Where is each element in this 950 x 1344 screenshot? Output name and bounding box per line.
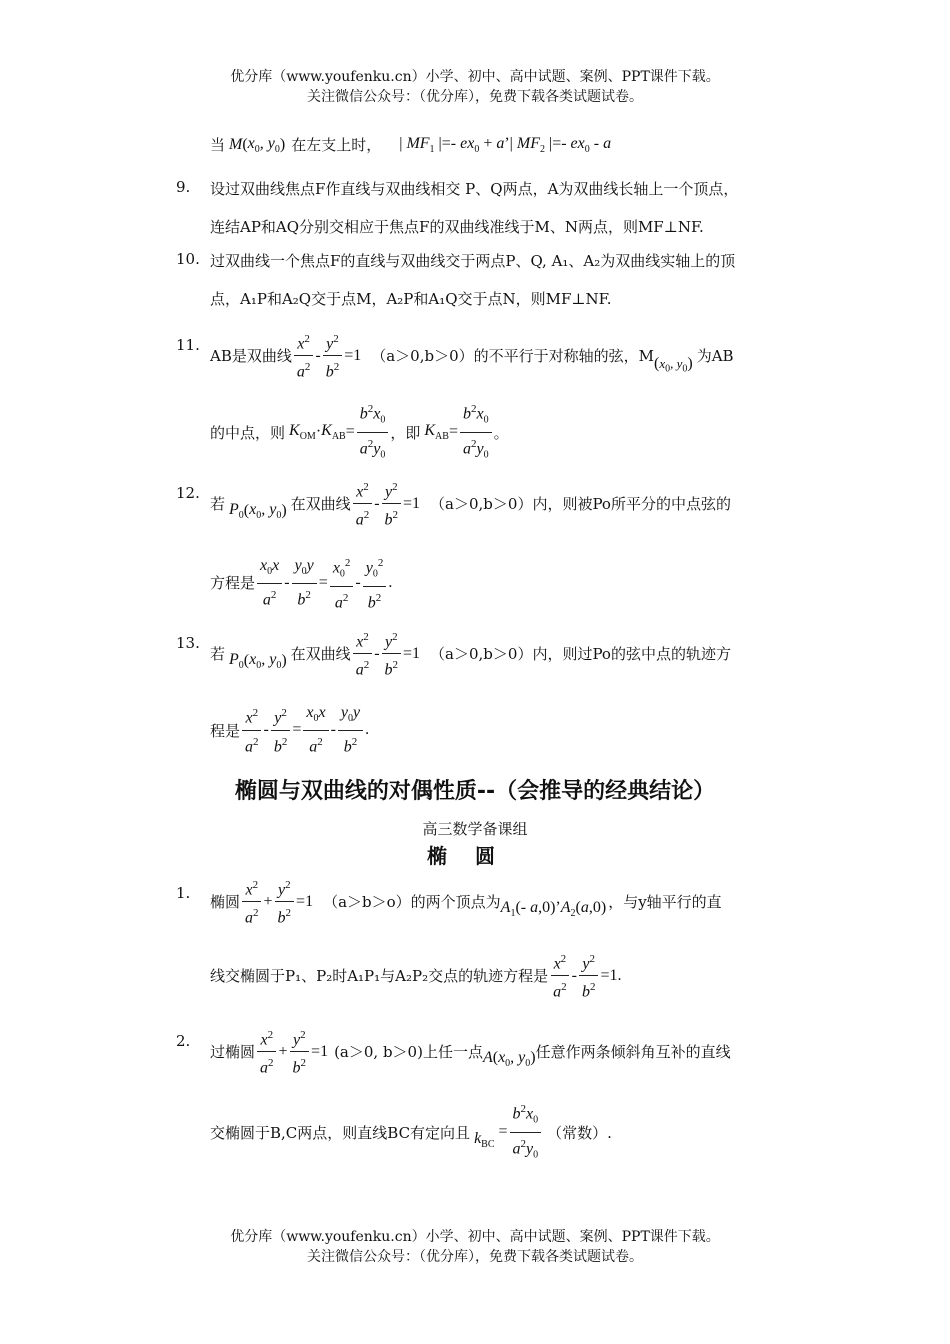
ellipse-1-text-1: 椭圆 xyxy=(210,893,241,912)
item-10-line-1: 过双曲线一个焦点F的直线与双曲线交于两点P、Q, A₁、A₂为双曲线实轴上的顶 xyxy=(210,252,736,270)
item-11-text-3: 为AB xyxy=(696,347,734,366)
formula-y2-b2: $\frac{y^2}{b^2}$ xyxy=(382,628,402,680)
formula-p0: $P_0$ xyxy=(229,650,244,671)
item-11-number: 11. xyxy=(176,336,200,354)
formula-x0x-a2: $\frac{x_0x}{a^2}$ xyxy=(257,557,282,610)
item-13-line-2: 程是 $\frac{x^2}{a^2}$ - $\frac{y^2}{b^2}$ = $\frac{x_0x}{a^2}$ - $\frac{y_0y}{b^2}$ . xyxy=(210,704,370,756)
formula-y0y-b2: $\frac{y_0y}{b^2}$ xyxy=(338,704,363,757)
item-13-number: 13. xyxy=(176,634,200,652)
item-12-text-3: （a＞0,b＞0）内，则被Po所平分的中点弦的 xyxy=(430,495,731,514)
item-13-text-1: 若 xyxy=(210,645,226,664)
section-title: 椭圆与双曲线的对偶性质--（会推导的经典结论） xyxy=(234,779,716,804)
ellipse-2-text-4: 交椭圆于B,C两点，则直线BC有定向且 xyxy=(210,1123,471,1142)
item-9-line-2: 连结AP和AQ分别交相应于焦点F的双曲线准线于M、N两点，则MF⊥NF. xyxy=(210,218,704,236)
formula-x2-a2: $\frac{x^2}{a^2}$ xyxy=(257,1026,277,1078)
formula-b2x0-a2y0-2: $\frac{b^2x_0}{a^2y_0}$ xyxy=(460,400,492,464)
item-11-text-4: 的中点，则 xyxy=(210,423,286,442)
formula-point-A: $A(x_0$, $y_0$) xyxy=(482,1049,536,1070)
ellipse-2-text-5: （常数）. xyxy=(547,1123,612,1142)
formula-x2-a2: $\frac{x^2}{a^2}$ xyxy=(242,704,262,756)
formula-vertices: $A_1(-$ $a,0)’A_2(a,0)$ xyxy=(500,899,607,920)
item-13-text-3: （a＞0,b＞0）内，则过Po的弦中点的轨迹方 xyxy=(430,645,731,664)
formula-x02-a2: $\frac{x_0^2}{a^2}$ xyxy=(330,554,354,612)
formula-y0y-b2: $\frac{y_0y}{b^2}$ xyxy=(292,557,317,610)
item-13-text-4: 程是 xyxy=(210,721,241,740)
header-line-2: 关注微信公众号：（优分库），免费下载各类试题试卷。 xyxy=(307,89,643,105)
formula-y2-b2: $\frac{y^2}{b^2}$ xyxy=(579,950,599,1002)
formula-b2x0-a2y0: $\frac{b^2x_0}{a^2y_0}$ xyxy=(357,400,389,464)
item-10-number: 10. xyxy=(176,250,200,268)
item-13-line-1: 若 $P_0$ ( $x_0$, $y_0$ ) 在双曲线 $\frac{x^2}{a^2}$ - $\frac{y^2}{b^2}$ =1 （a＞0,b＞0）内，则过Po的弦中点的轨迹方 xyxy=(210,628,731,680)
header-line-1: 优分库（www.youfenku.cn）小学、初中、高中试题、案例、PPT课件下载。 xyxy=(230,69,720,85)
formula-x0x-a2: $\frac{x_0x}{a^2}$ xyxy=(303,704,328,757)
item-12-number: 12. xyxy=(176,484,200,502)
item-12-text-1: 若 xyxy=(210,495,226,514)
item-11-line-1: AB是双曲线 $\frac{x^2}{a^2}$ - $\frac{y^2}{b^2}$ =1 （a＞0,b＞0）的不平行于对称轴的弦，M ($x_0$, $y_0$) 为AB xyxy=(210,330,734,382)
item-9-line-1: 设过双曲线焦点F作直线与双曲线相交 P、Q两点，A为双曲线长轴上一个顶点， xyxy=(210,180,739,198)
formula-p0: $P_0$ xyxy=(229,500,244,521)
item-11-line-2: 的中点，则 $K_{OM}$ · $K_{AB}$ = $\frac{b^2x_0}{a^2y_0}$ ，即 $K_{AB}$ = $\frac{b^2x_0}{a^2y_0}$ 。 xyxy=(210,400,509,464)
formula-k-ab: $K_{AB}$ xyxy=(424,421,449,443)
item-8-line: 当 M ( $x_0$, $y_0$ ) 在左支上时， | $MF_1$ |=- $ex_0$ + a’| $MF_2$ |=- $ex_0$ - a xyxy=(210,134,612,156)
formula-x2-a2: $\frac{x^2}{a^2}$ xyxy=(353,478,373,530)
ellipse-1-text-2: （a＞b＞o）的两个顶点为 xyxy=(323,893,501,912)
formula-y02-b2: $\frac{y_0^2}{b^2}$ xyxy=(363,554,387,612)
formula-x2-a2: $\frac{x^2}{a^2}$ xyxy=(550,950,570,1002)
ellipse-1-text-3: ，与y轴平行的直 xyxy=(608,893,722,912)
formula-k-bc: $k_{BC}$ xyxy=(474,1129,495,1151)
ellipse-2-line-2: 交椭圆于B,C两点，则直线BC有定向且 $k_{BC}$ = $\frac{b^2x_0}{a^2y_0}$ （常数）. xyxy=(210,1100,612,1164)
ellipse-2-number: 2. xyxy=(176,1032,191,1050)
item-11-text-5: ，即 xyxy=(390,423,421,442)
item-11-text-1: AB是双曲线 xyxy=(210,347,292,366)
formula-y2-b2: $\frac{y^2}{b^2}$ xyxy=(290,1026,310,1078)
item-12-text-4: 方程是 xyxy=(210,574,256,593)
formula-x2-a2: $\frac{x^2}{a^2}$ xyxy=(353,628,373,680)
item-8-prefix: 当 xyxy=(210,136,226,155)
item-12-text-2: 在双曲线 xyxy=(290,495,351,514)
formula-x2-a2: $\frac{x^2}{a^2}$ xyxy=(294,330,314,382)
item-12-line-2: 方程是 $\frac{x_0x}{a^2}$ - $\frac{y_0y}{b^2}$ = $\frac{x_0^2}{a^2}$ - $\frac{y_0^2}{b^2}$ . xyxy=(210,554,392,612)
ellipse-2-line-1: 过椭圆 $\frac{x^2}{a^2}$ + $\frac{y^2}{b^2}$ =1 (a＞0, b＞0)上任一点 $A(x_0$, $y_0$) 任意作两条倾斜角互补的直线 xyxy=(210,1026,731,1078)
section-subtitle: 高三数学备课组 xyxy=(422,820,528,838)
footer-line-2: 关注微信公众号：（优分库），免费下载各类试题试卷。 xyxy=(307,1249,643,1265)
formula-y2-b2: $\frac{y^2}{b^2}$ xyxy=(382,478,402,530)
formula-focal-radius: | $MF_1$ |=- $ex_0$ + a’| $MF_2$ |=- $ex_0$ - a xyxy=(399,135,612,156)
formula-y2-b2: $\frac{y^2}{b^2}$ xyxy=(323,330,343,382)
item-11-text-6: 。 xyxy=(493,423,509,442)
formula-midpoint: ($x_0$, $y_0$) xyxy=(653,355,693,375)
ellipse-1-number: 1. xyxy=(176,884,191,902)
formula-k-product: $K_{OM}$ xyxy=(289,421,316,443)
item-8-mid: 在左支上时， xyxy=(291,136,382,155)
formula-y2-b2: $\frac{y^2}{b^2}$ xyxy=(271,704,291,756)
formula-x2-a2: $\frac{x^2}{a^2}$ xyxy=(242,876,262,928)
footer-line-1: 优分库（www.youfenku.cn）小学、初中、高中试题、案例、PPT课件下载。 xyxy=(230,1229,720,1245)
formula-b2x0-a2y0: $\frac{b^2x_0}{a^2y_0}$ xyxy=(510,1100,542,1164)
formula-y2-b2: $\frac{y^2}{b^2}$ xyxy=(275,876,295,928)
ellipse-1-line-1: 椭圆 $\frac{x^2}{a^2}$ + $\frac{y^2}{b^2}$ =1 （a＞b＞o）的两个顶点为 $A_1(-$ $a,0)’A_2(a,0)$ ，与y轴平行的直 xyxy=(210,876,722,928)
item-11-text-2: （a＞0,b＞0）的不平行于对称轴的弦，M xyxy=(371,347,654,366)
ellipse-2-text-2: (a＞0, b＞0)上任一点 xyxy=(334,1043,483,1062)
item-12-line-1: 若 $P_0$ ( $x_0$, $y_0$ ) 在双曲线 $\frac{x^2}{a^2}$ - $\frac{y^2}{b^2}$ =1 （a＞0,b＞0）内，则被Po所平分的中点弦的 xyxy=(210,478,731,530)
ellipse-1-line-2: 线交椭圆于P₁、P₂时A₁P₁与A₂P₂交点的轨迹方程是 $\frac{x^2}{a^2}$ - $\frac{y^2}{b^2}$ =1. xyxy=(210,950,621,1002)
item-13-text-2: 在双曲线 xyxy=(290,645,351,664)
section-heading: 椭圆 xyxy=(427,844,523,868)
ellipse-2-text-1: 过椭圆 xyxy=(210,1043,256,1062)
ellipse-1-text-4: 线交椭圆于P₁、P₂时A₁P₁与A₂P₂交点的轨迹方程是 xyxy=(210,967,549,986)
item-10-line-2: 点，A₁P和A₂Q交于点M，A₂P和A₁Q交于点N，则MF⊥NF. xyxy=(210,290,612,308)
formula-M-point: M xyxy=(229,135,243,153)
ellipse-2-text-3: 任意作两条倾斜角互补的直线 xyxy=(535,1043,731,1062)
item-9-number: 9. xyxy=(176,178,191,196)
